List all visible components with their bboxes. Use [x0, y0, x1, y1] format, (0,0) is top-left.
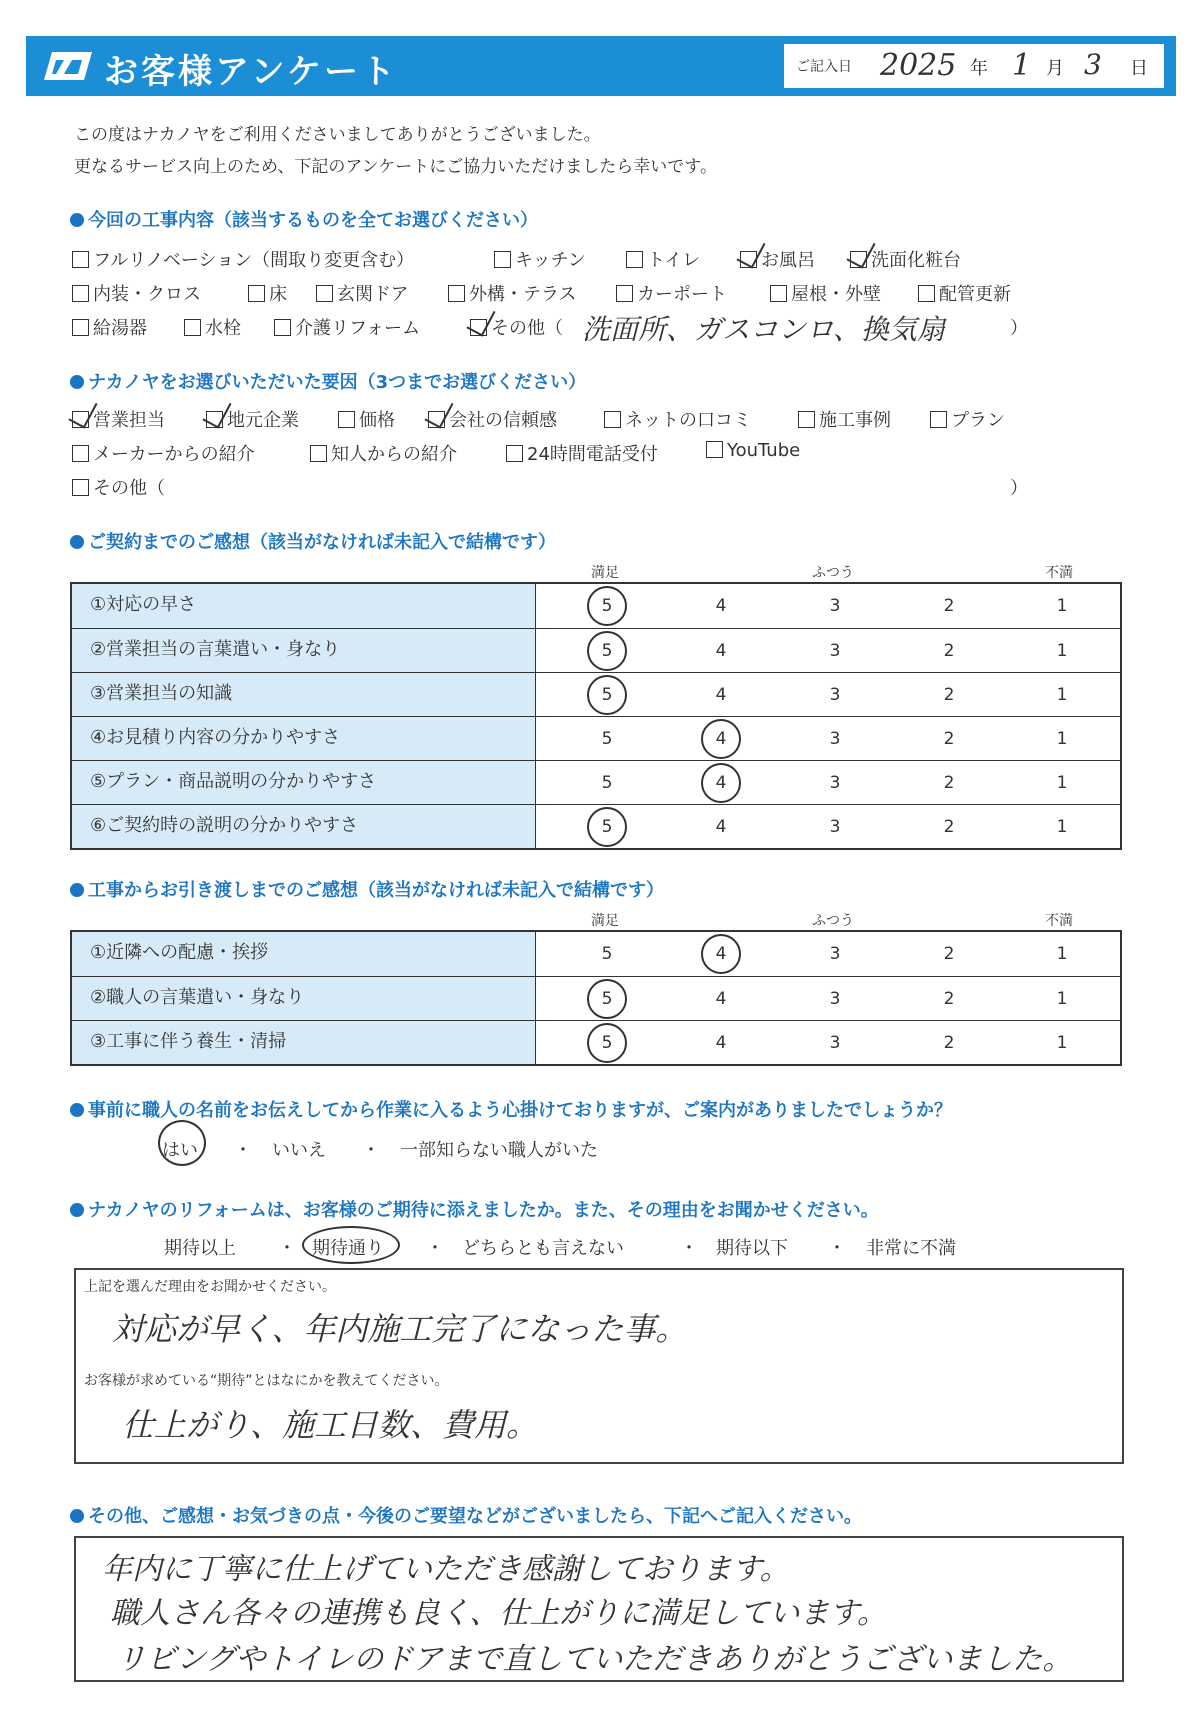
q1-title: 今回の工事内容（該当するものを全てお選びください）	[70, 206, 538, 232]
rating-score-2[interactable]: 2	[943, 641, 955, 661]
selection-circle	[701, 719, 741, 759]
rating-score-4[interactable]: 4	[715, 685, 727, 705]
option-label: 会社の信頼感	[449, 410, 557, 431]
rating-score-2[interactable]: 2	[943, 989, 955, 1009]
option-label: その他（	[491, 318, 563, 339]
rating-score-3[interactable]: 3	[829, 685, 841, 705]
rating-score-3[interactable]: 3	[829, 729, 841, 749]
rating-row-label: ②職人の言葉遣い・身なり	[72, 977, 536, 1020]
checkbox[interactable]	[72, 479, 89, 496]
scale-high-label: 満足	[591, 565, 619, 581]
rating-score-1[interactable]: 1	[1056, 685, 1068, 705]
rating-row	[72, 716, 1120, 760]
rating-score-3[interactable]: 3	[829, 773, 841, 793]
q1-option[interactable]	[316, 280, 408, 306]
option-label: 知人からの紹介	[331, 444, 457, 465]
rating-score-1[interactable]: 1	[1056, 817, 1068, 837]
q2-option[interactable]	[72, 406, 165, 432]
intro-line-2: 更なるサービス向上のため、下記のアンケートにご協力いただけましたら幸いです。	[74, 157, 717, 177]
checkbox[interactable]	[506, 445, 523, 462]
rating-score-1[interactable]: 1	[1056, 729, 1068, 749]
q6-separator: ・	[278, 1238, 296, 1259]
rating-score-5[interactable]: 5	[601, 685, 613, 705]
option-label: 床	[269, 284, 287, 305]
checkbox-checked[interactable]	[470, 319, 487, 336]
checkbox-checked[interactable]	[428, 411, 445, 428]
checkbox-checked[interactable]	[72, 411, 89, 428]
checkbox[interactable]	[248, 285, 265, 302]
q1-close-paren: ）	[1010, 318, 1028, 339]
q1-option[interactable]	[850, 246, 961, 272]
q4-title: 工事からお引き渡しまでのご感想（該当がなければ未記入で結構です）	[70, 876, 664, 902]
q1-other-text[interactable]: 洗面所、ガスコンロ、換気扇	[582, 313, 945, 346]
company-logo-icon	[42, 48, 94, 84]
rating-row	[72, 804, 1120, 848]
q2-option-other[interactable]	[72, 474, 165, 500]
comment-line-2[interactable]: 職人さん各々の連携も良く、仕上がりに満足しています。	[110, 1596, 887, 1631]
q2-option[interactable]	[72, 440, 255, 466]
header-bar	[26, 36, 1176, 96]
date-month-unit: 月	[1046, 58, 1064, 79]
rating-score-3[interactable]: 3	[829, 641, 841, 661]
date-box	[784, 44, 1164, 88]
q6-option-very-dissatisfied[interactable]: 非常に不満	[866, 1238, 956, 1259]
option-label: 施工事例	[819, 410, 891, 431]
q1-option[interactable]	[626, 246, 700, 272]
rating-score-2[interactable]: 2	[943, 773, 955, 793]
q1-option[interactable]	[740, 246, 815, 272]
q6-separator: ・	[680, 1238, 698, 1259]
option-label: 洗面化粧台	[871, 250, 961, 271]
expect-text[interactable]: 仕上がり、施工日数、費用。	[122, 1406, 539, 1444]
rating-score-4[interactable]: 4	[715, 989, 727, 1009]
rating-score-3[interactable]: 3	[829, 1033, 841, 1053]
option-label: 地元企業	[227, 410, 299, 431]
checkbox[interactable]	[72, 251, 89, 268]
rating-score-5[interactable]: 5	[601, 729, 613, 749]
rating-score-5[interactable]: 5	[601, 989, 613, 1009]
rating-score-4[interactable]: 4	[715, 596, 727, 616]
rating-score-1[interactable]: 1	[1056, 596, 1068, 616]
q4-rating-table	[70, 930, 1122, 1066]
selection-circle	[587, 675, 627, 715]
rating-score-4[interactable]: 4	[715, 641, 727, 661]
rating-row	[72, 672, 1120, 716]
rating-row-label: ①近隣への配慮・挨拶	[72, 932, 536, 976]
selection-circle	[587, 807, 627, 847]
rating-score-5[interactable]: 5	[601, 773, 613, 793]
q3-rating-table	[70, 582, 1122, 850]
rating-row-label: ③工事に伴う養生・清掃	[72, 1021, 536, 1064]
checkbox[interactable]	[770, 285, 787, 302]
intro-line-1: この度はナカノヤをご利用くださいましてありがとうございました。	[74, 125, 601, 145]
option-label: キッチン	[515, 250, 586, 271]
scale-mid-label: ふつう	[812, 913, 854, 929]
rating-score-2[interactable]: 2	[943, 1033, 955, 1053]
option-label: カーポート	[637, 284, 727, 305]
rating-row	[72, 584, 1120, 628]
checkbox[interactable]	[274, 319, 291, 336]
q2-close-paren: ）	[1010, 478, 1028, 499]
rating-score-5[interactable]: 5	[601, 641, 613, 661]
q1-option[interactable]	[616, 280, 727, 306]
rating-score-3[interactable]: 3	[829, 989, 841, 1009]
option-label: 玄関ドア	[337, 284, 409, 305]
q2-option[interactable]	[706, 440, 800, 461]
option-label: 価格	[359, 410, 395, 431]
rating-row-label: ⑤プラン・商品説明の分かりやすさ	[72, 761, 536, 804]
q6-option-above[interactable]: 期待以上	[164, 1238, 236, 1259]
q1-option[interactable]	[72, 246, 414, 272]
scale-mid-label: ふつう	[812, 565, 854, 581]
q5-option-no[interactable]: いいえ	[272, 1140, 326, 1161]
rating-score-2[interactable]: 2	[943, 944, 955, 964]
q6-separator: ・	[828, 1238, 846, 1259]
option-label: メーカーからの紹介	[93, 444, 255, 465]
rating-score-2[interactable]: 2	[943, 729, 955, 749]
q1-option[interactable]	[274, 314, 420, 340]
q1-option-other[interactable]	[470, 314, 563, 340]
reason-label: 上記を選んだ理由をお聞かせください。	[84, 1279, 336, 1295]
selection-circle	[701, 934, 741, 974]
rating-score-4[interactable]: 4	[715, 1033, 727, 1053]
rating-score-1[interactable]: 1	[1056, 1033, 1068, 1053]
rating-row-label: ②営業担当の言葉遣い・身なり	[72, 629, 536, 672]
option-label: 配管更新	[939, 284, 1011, 305]
checkbox[interactable]	[604, 411, 621, 428]
checkbox[interactable]	[706, 441, 723, 458]
scale-high-label: 満足	[591, 913, 619, 929]
checkbox[interactable]	[616, 285, 633, 302]
checkbox[interactable]	[338, 411, 355, 428]
comment-line-3[interactable]: リビングやトイレのドアまで直していただきありがとうございました。	[116, 1642, 1073, 1677]
option-label: 外構・テラス	[469, 284, 577, 305]
option-label: プラン	[951, 410, 1005, 431]
option-label: 給湯器	[93, 318, 147, 339]
q1-option[interactable]	[918, 280, 1011, 306]
q2-option[interactable]	[506, 440, 658, 466]
date-day: 3	[1084, 48, 1102, 81]
rating-row	[72, 932, 1120, 976]
q1-option[interactable]	[448, 280, 576, 306]
checkbox[interactable]	[918, 285, 935, 302]
q6-option-as-expected[interactable]: 期待通り	[312, 1238, 384, 1259]
reason-text[interactable]: 対応が早く、年内施工完了になった事。	[112, 1310, 688, 1348]
comment-line-1[interactable]: 年内に丁寧に仕上げていただき感謝しております。	[102, 1552, 790, 1587]
selection-circle	[587, 586, 627, 626]
scale-low-label: 不満	[1045, 913, 1073, 929]
option-label: 内装・クロス	[93, 284, 201, 305]
option-label: お風呂	[761, 250, 815, 271]
q3-title: ご契約までのご感想（該当がなければ未記入で結構です）	[70, 528, 556, 554]
q1-option[interactable]	[770, 280, 881, 306]
option-label: その他（	[93, 478, 165, 499]
rating-score-3[interactable]: 3	[829, 817, 841, 837]
date-label: ご記入日	[796, 59, 852, 75]
rating-row-label: ①対応の早さ	[72, 584, 536, 628]
option-label: 屋根・外壁	[791, 284, 881, 305]
option-label: トイレ	[647, 250, 701, 271]
q2-option[interactable]	[206, 406, 299, 432]
checkbox[interactable]	[494, 251, 511, 268]
rating-score-5[interactable]: 5	[601, 817, 613, 837]
checkbox-checked[interactable]	[740, 251, 757, 268]
rating-row	[72, 976, 1120, 1020]
selection-circle	[701, 763, 741, 803]
checkbox[interactable]	[72, 285, 89, 302]
checkbox[interactable]	[316, 285, 333, 302]
rating-score-3[interactable]: 3	[829, 596, 841, 616]
checkbox[interactable]	[626, 251, 643, 268]
date-year-unit: 年	[970, 58, 988, 79]
checkbox[interactable]	[310, 445, 327, 462]
rating-score-1[interactable]: 1	[1056, 944, 1068, 964]
option-label: フルリノベーション（間取り変更含む）	[93, 250, 415, 271]
date-year: 2025	[880, 48, 957, 83]
expect-label: お客様が求めている“期待”とはなにかを教えてください。	[84, 1373, 449, 1389]
rating-score-1[interactable]: 1	[1056, 641, 1068, 661]
q2-option[interactable]	[798, 406, 891, 432]
q5-option-yes[interactable]: はい	[162, 1140, 198, 1161]
option-label: ネットの口コミ	[625, 410, 751, 431]
q1-option[interactable]	[494, 246, 586, 272]
selection-circle	[587, 1023, 627, 1063]
selection-circle	[587, 631, 627, 671]
q7-comment-box	[74, 1536, 1124, 1682]
q2-option[interactable]	[310, 440, 457, 466]
checkbox[interactable]	[184, 319, 201, 336]
checkbox[interactable]	[72, 319, 89, 336]
q2-option[interactable]	[338, 406, 395, 432]
selection-circle	[587, 979, 627, 1019]
q2-option[interactable]	[604, 406, 751, 432]
q1-option[interactable]	[184, 314, 241, 340]
rating-score-2[interactable]: 2	[943, 596, 955, 616]
rating-row-label: ③営業担当の知識	[72, 673, 536, 716]
rating-score-4[interactable]: 4	[715, 729, 727, 749]
rating-row	[72, 1020, 1120, 1064]
rating-row-label: ④お見積り内容の分かりやすさ	[72, 717, 536, 760]
rating-score-4[interactable]: 4	[715, 773, 727, 793]
date-day-unit: 日	[1130, 58, 1148, 79]
q6-option-below[interactable]: 期待以下	[716, 1238, 788, 1259]
rating-score-4[interactable]: 4	[715, 817, 727, 837]
rating-score-5[interactable]: 5	[601, 944, 613, 964]
q6-separator: ・	[426, 1238, 444, 1259]
rating-score-3[interactable]: 3	[829, 944, 841, 964]
q2-option[interactable]	[930, 406, 1005, 432]
rating-score-4[interactable]: 4	[715, 944, 727, 964]
date-month: 1	[1012, 48, 1032, 83]
checkbox[interactable]	[72, 445, 89, 462]
q6-title: ナカノヤのリフォームは、お客様のご期待に添えましたか。また、その理由をお聞かせください。	[70, 1196, 879, 1222]
option-label: 水栓	[205, 318, 241, 339]
q5-title: 事前に職人の名前をお伝えしてから作業に入るよう心掛けておりますが、ご案内がありましたでしょうか？	[70, 1096, 952, 1122]
q5-option-partial[interactable]: 一部知らない職人がいた	[400, 1140, 598, 1161]
q5-separator: ・	[362, 1140, 380, 1161]
option-label: 営業担当	[93, 410, 165, 431]
q1-option[interactable]	[248, 280, 287, 306]
q6-option-neutral[interactable]: どちらとも言えない	[462, 1238, 624, 1259]
rating-score-2[interactable]: 2	[943, 685, 955, 705]
rating-score-5[interactable]: 5	[601, 596, 613, 616]
rating-score-1[interactable]: 1	[1056, 773, 1068, 793]
q1-option[interactable]	[72, 314, 147, 340]
checkbox[interactable]	[930, 411, 947, 428]
checkbox-checked[interactable]	[206, 411, 223, 428]
rating-row	[72, 760, 1120, 804]
page-title: お客様アンケート	[104, 52, 398, 92]
q2-option[interactable]	[428, 406, 557, 432]
rating-score-5[interactable]: 5	[601, 1033, 613, 1053]
rating-row	[72, 628, 1120, 672]
rating-score-1[interactable]: 1	[1056, 989, 1068, 1009]
option-label: YouTube	[727, 440, 801, 461]
scale-low-label: 不満	[1045, 565, 1073, 581]
q1-option[interactable]	[72, 280, 201, 306]
q2-title: ナカノヤをお選びいただいた要因（3つまでお選びください）	[70, 368, 586, 394]
q5-separator: ・	[234, 1140, 252, 1161]
rating-score-2[interactable]: 2	[943, 817, 955, 837]
option-label: 介護リフォーム	[295, 318, 421, 339]
checkbox[interactable]	[448, 285, 465, 302]
option-label: 24時間電話受付	[527, 444, 658, 465]
rating-row-label: ⑥ご契約時の説明の分かりやすさ	[72, 805, 536, 848]
checkbox[interactable]	[798, 411, 815, 428]
checkbox-checked[interactable]	[850, 251, 867, 268]
q6-reason-box	[74, 1268, 1124, 1464]
q7-title: その他、ご感想・お気づきの点・今後のご要望などがございましたら、下記へご記入ください。	[70, 1502, 862, 1528]
